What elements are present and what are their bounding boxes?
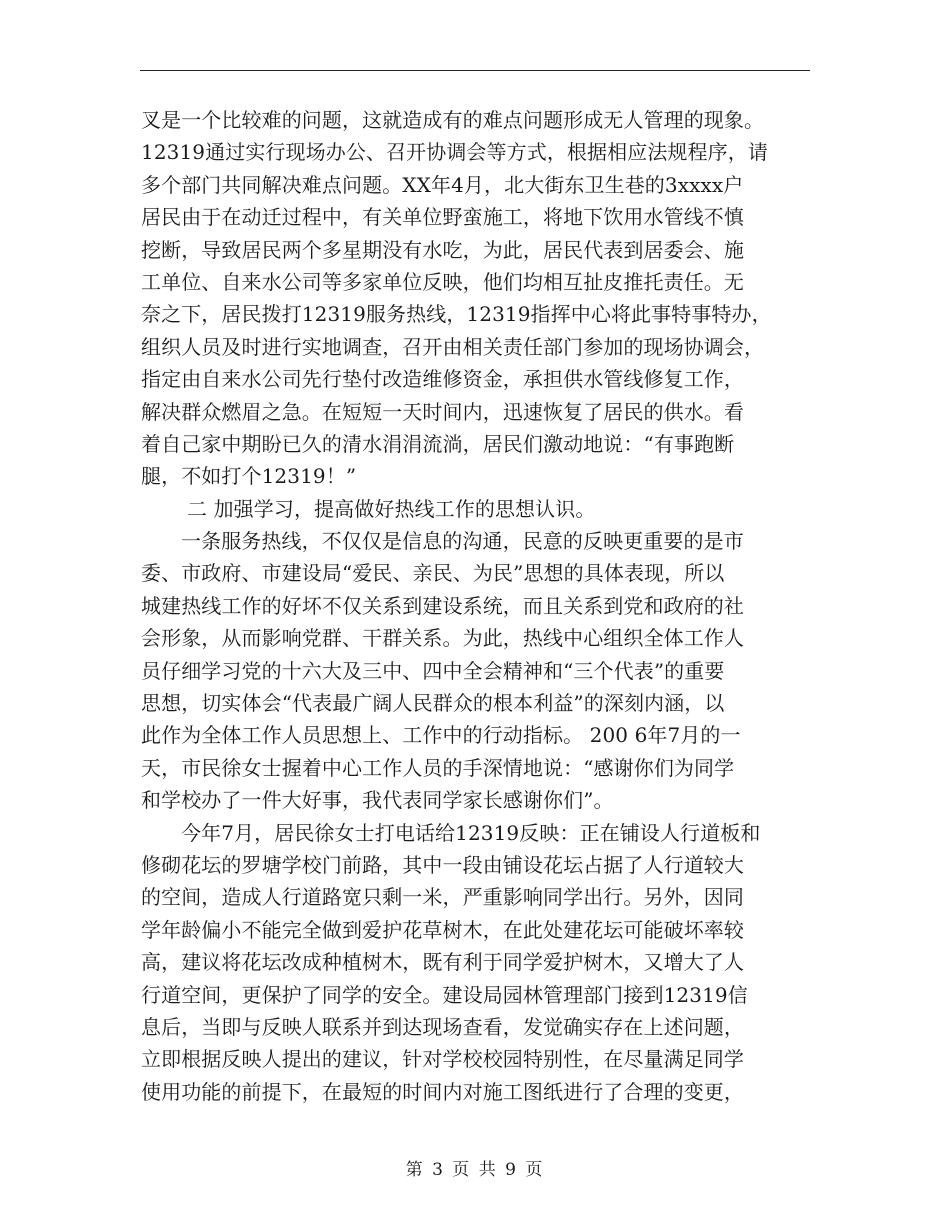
- text-line: 一条服务热线，不仅仅是信息的沟通，民意的反映更重要的是市: [181, 529, 744, 554]
- text-line: 今年7月，居民徐女士打电话给12319反映：正在铺设人行道板和: [181, 820, 761, 845]
- text-line: 腿，不如打个12319！”: [141, 464, 357, 489]
- text-line: 修砌花坛的罗塘学校门前路，其中一段由铺设花坛占据了人行道较大: [141, 852, 744, 877]
- text-line: 叉是一个比较难的问题，这就造成有的难点问题形成无人管理的现象。: [141, 108, 765, 132]
- text-line: 挖断，导致居民两个多星期没有水吃，为此，居民代表到居委会、施: [141, 237, 744, 262]
- text-line: 工单位、自来水公司等多家单位反映，他们均相互扯皮推托责任。无: [141, 269, 744, 294]
- text-line: 此作为全体工作人员思想上、工作中的行动指标。 200 6年7月的一: [141, 723, 741, 748]
- text-line: 12319通过实行现场办公、召开协调会等方式，根据相应法规程序，请: [141, 140, 768, 165]
- text-line: 立即根据反映人提出的建议，针对学校校园特别性，在尽量满足同学: [141, 1047, 744, 1072]
- text-line: 天，市民徐女士握着中心工作人员的手深情地说：“感谢你们为同学: [141, 755, 735, 780]
- text-line: 城建热线工作的好坏不仅关系到建设系统，而且关系到党和政府的社: [141, 593, 744, 618]
- text-line: 会形象，从而影响党群、干群关系。为此，热线中心组织全体工作人: [141, 626, 744, 651]
- text-line: 学年龄偏小不能完全做到爱护花草树木，在此处建花坛可能破坏率较: [141, 917, 744, 942]
- text-line: 委、市政府、市建设局“爱民、亲民、为民”思想的具体表现，所以: [141, 561, 725, 586]
- text-line: 多个部门共同解决难点问题。XX年4月，北大街东卫生巷的3xxxx户: [141, 172, 744, 197]
- text-line: 使用功能的前提下，在最短的时间内对施工图纸进行了合理的变更，: [141, 1079, 744, 1104]
- text-line: 指定由自来水公司先行垫付改造维修资金，承担供水管线修复工作，: [141, 367, 744, 392]
- paragraph: [141, 817, 809, 1109]
- text-line: 行道空间，更保护了同学的安全。建设局园林管理部门接到12319信: [141, 982, 748, 1007]
- text-line: 思想，切实体会“代表最广阔人民群众的根本利益”的深刻内涵，以: [141, 691, 725, 716]
- section-heading-text: 二 加强学习，提高做好热线工作的思想认识。: [187, 496, 596, 521]
- text-line: 高，建议将花坛改成种植树木，既有利于同学爱护树木，又增大了人: [141, 950, 744, 975]
- text-line: 组织人员及时进行实地调查，召开由相关责任部门参加的现场协调会，: [141, 334, 765, 359]
- text-line: 息后，当即与反映人联系并到达现场查看，发觉确实存在上述问题，: [141, 1014, 744, 1039]
- text-line: 解决群众燃眉之急。在短短一天时间内，迅速恢复了居民的供水。看: [141, 399, 744, 424]
- text-line: 着自己家中期盼已久的清水涓涓流淌，居民们激动地说：“有事跑断: [141, 431, 735, 456]
- header-rule: [140, 70, 810, 71]
- paragraph: [141, 104, 809, 493]
- text-line: 员仔细学习党的十六大及三中、四中全会精神和“三个代表”的重要: [141, 658, 725, 683]
- text-line: 和学校办了一件大好事，我代表同学家长感谢你们”。: [141, 788, 614, 813]
- paragraph: [141, 525, 809, 817]
- section-heading: [141, 493, 809, 525]
- text-line: 居民由于在动迁过程中，有关单位野蛮施工，将地下饮用水管线不慎: [141, 205, 744, 230]
- page-number-footer: 第 3 页 共 9 页: [405, 1160, 545, 1180]
- text-line: 奈之下，居民拨打12319服务热线，12319指挥中心将此事特事特办，: [141, 302, 772, 327]
- document-body: [141, 104, 809, 1108]
- text-line: 的空间，造成人行道路宽只剩一米，严重影响同学出行。另外，因同: [141, 885, 744, 910]
